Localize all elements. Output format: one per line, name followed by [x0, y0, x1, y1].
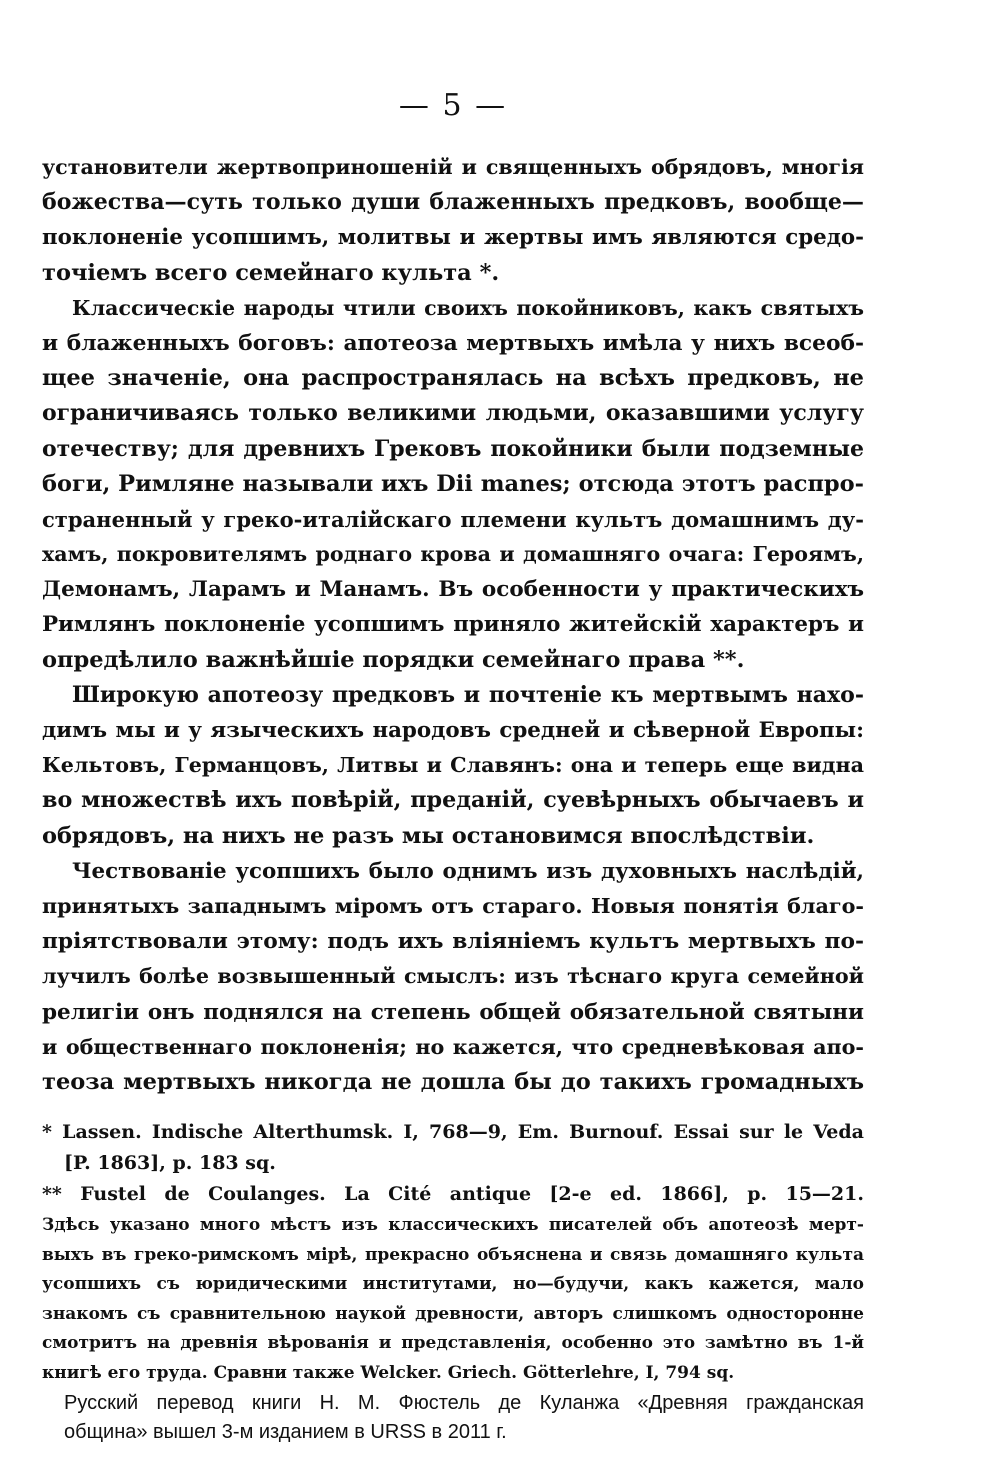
text-line: Широкую апотеозу предковъ и почтеніе къ мертвымъ нахо-	[72, 681, 864, 708]
text-line: поклоненіе усопшимъ, молитвы и жертвы имъ являются средо-	[42, 225, 864, 251]
footnote-line: книгѣ его труда. Сравни также Welcker. Griech. Götterlehre, I, 794 sq.	[42, 1362, 735, 1383]
footnote-line: Здѣсь указано много мѣстъ изъ классическихъ писателей объ апотеозѣ мерт-	[42, 1215, 864, 1235]
text-line: пріятствовали этому: подъ ихъ вліяніемъ культъ мертвыхъ по-	[42, 929, 864, 955]
text-line: лучилъ болѣе возвышенный смыслъ: изъ тѣснаго круга семейной	[42, 964, 864, 989]
footnote-line: знакомъ съ сравнительною наукой древности, авторъ слишкомъ односторонне	[42, 1303, 864, 1324]
text-line: и общественнаго поклоненія; но кажется, что средневѣковая апо-	[42, 1034, 864, 1059]
text-line: отечеству; для древнихъ Грековъ покойники были подземные	[42, 435, 864, 462]
footnote-line: ** Fustel de Coulanges. La Cité antique [2-e ed. 1866], p. 15—21.	[42, 1183, 864, 1205]
text-line: опредѣлило важнѣйшіе порядки семейнаго права **.	[42, 646, 745, 673]
text-line: димъ мы и у языческихъ народовъ средней и сѣверной Европы:	[42, 718, 864, 743]
text-line: Римлянъ поклоненіе усопшимъ приняло житейскій характеръ и	[42, 612, 864, 638]
text-line: Чествованіе усопшихъ было однимъ изъ духовныхъ наслѣдій,	[72, 858, 864, 884]
text-line: во множествѣ ихъ повѣрій, преданій, суевѣрныхъ обычаевъ и	[42, 787, 864, 814]
text-line: и блаженныхъ боговъ: апотеоза мертвыхъ имѣла у нихъ всеоб-	[42, 330, 864, 356]
text-line: страненный у греко-италійскаго племени культъ домашнимъ ду-	[42, 506, 864, 532]
footnote-line: Русский перевод книги Н. М. Фюстель де Куланжа «Древняя гражданская	[64, 1391, 864, 1414]
footnote-line: смотритъ на древнія вѣрованія и представленія, особенно это замѣтно въ 1-й	[42, 1333, 864, 1354]
footnote-line: [P. 1863], p. 183 sq.	[64, 1152, 276, 1174]
footnote-line: община» вышел 3-м изданием в URSS в 2011 г.	[64, 1421, 507, 1444]
text-line: Классическіе народы чтили своихъ покойниковъ, какъ святыхъ	[72, 295, 864, 320]
text-line: точіемъ всего семейнаго культа *.	[42, 259, 500, 286]
text-line: теоза мертвыхъ никогда не дошла бы до такихъ громадныхъ	[42, 1068, 864, 1095]
footnotes	[42, 1118, 864, 1448]
footnote-line: * Lassen. Indische Alterthumsk. I, 768—9, Em. Burnouf. Essai sur le Veda	[42, 1121, 864, 1143]
text-line: Демонамъ, Ларамъ и Манамъ. Въ особенности у практическихъ	[42, 577, 864, 603]
footnote-line: усопшихъ съ юридическими институтами, но—будучи, какъ кажется, мало	[42, 1274, 864, 1295]
text-line: принятыхъ западнымъ міромъ отъ стараго. Новыя понятія благо-	[42, 893, 864, 918]
text-line: установители жертвоприношеній и священныхъ обрядовъ, многія	[42, 155, 864, 179]
text-line: хамъ, покровителямъ роднаго крова и домашняго очага: Героямъ,	[42, 542, 864, 567]
text-line: обрядовъ, на нихъ не разъ мы остановимся впослѣдствіи.	[42, 822, 815, 849]
text-line: щее значеніе, она распространялась на всѣхъ предковъ, не	[42, 365, 864, 392]
text-line: ограничиваясь только великими людьми, оказавшими услугу	[42, 400, 864, 427]
page-number: — 5 —	[398, 88, 508, 123]
text-line: религіи онъ поднялся на степень общей обязательной святыни	[42, 999, 864, 1025]
text-line: боги, Римляне называли ихъ Dii manes; отсюда этотъ распро-	[42, 470, 864, 497]
text-line: Кельтовъ, Германцовъ, Литвы и Славянъ: она и теперь еще видна	[42, 753, 864, 778]
main-text	[42, 150, 864, 1100]
text-line: божества—суть только души блаженныхъ предковъ, вообще—	[42, 189, 864, 216]
footnote-line: выхъ въ греко-римскомъ мірѣ, прекрасно объяснена и связь домашняго культа	[42, 1244, 864, 1265]
